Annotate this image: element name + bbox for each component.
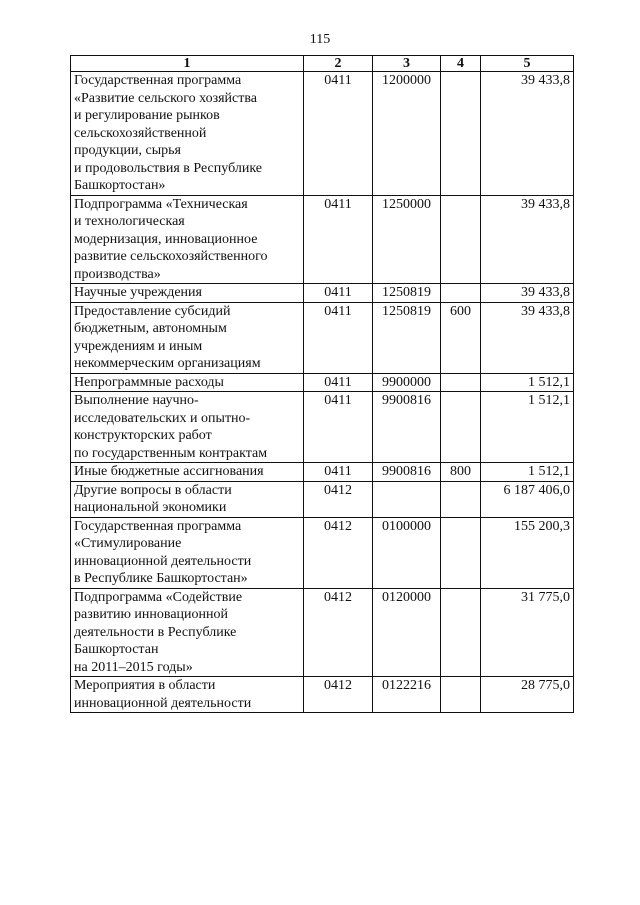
row-section-code: 0412 bbox=[304, 481, 373, 517]
row-target-code: 0122216 bbox=[373, 677, 441, 713]
row-section-code: 0411 bbox=[304, 302, 373, 373]
row-name: Научные учреждения bbox=[71, 284, 304, 303]
table-row bbox=[71, 373, 574, 392]
budget-table bbox=[70, 55, 574, 713]
row-expense-type bbox=[441, 481, 481, 517]
row-amount: 1 512,1 bbox=[481, 392, 574, 463]
table-row bbox=[71, 302, 574, 373]
row-target-code: 9900000 bbox=[373, 373, 441, 392]
row-expense-type bbox=[441, 72, 481, 196]
row-name: Другие вопросы в области национальной экономики bbox=[71, 481, 304, 517]
row-amount: 6 187 406,0 bbox=[481, 481, 574, 517]
row-expense-type bbox=[441, 195, 481, 284]
table-row bbox=[71, 463, 574, 482]
row-section-code: 0411 bbox=[304, 463, 373, 482]
row-expense-type bbox=[441, 677, 481, 713]
row-name: Непрограммные расходы bbox=[71, 373, 304, 392]
column-header-5: 5 bbox=[481, 56, 574, 72]
row-amount: 1 512,1 bbox=[481, 373, 574, 392]
row-amount: 39 433,8 bbox=[481, 302, 574, 373]
row-expense-type: 600 bbox=[441, 302, 481, 373]
table-header-row bbox=[71, 56, 574, 72]
row-name: Государственная программа «Стимулирование инновационной деятельности в Республике Башкортостан» bbox=[71, 517, 304, 588]
table-row bbox=[71, 677, 574, 713]
column-header-1: 1 bbox=[71, 56, 304, 72]
row-section-code: 0411 bbox=[304, 392, 373, 463]
row-target-code: 9900816 bbox=[373, 392, 441, 463]
row-amount: 1 512,1 bbox=[481, 463, 574, 482]
row-target-code: 0100000 bbox=[373, 517, 441, 588]
row-name: Иные бюджетные ассигнования bbox=[71, 463, 304, 482]
row-name: Предоставление субсидий бюджетным, автономным учреждениям и иным некоммерческим организациям bbox=[71, 302, 304, 373]
row-name: Подпрограмма «Содействие развитию инновационной деятельности в Республике Башкортостан на 2011–2015 годы» bbox=[71, 588, 304, 677]
row-section-code: 0411 bbox=[304, 373, 373, 392]
row-target-code: 9900816 bbox=[373, 463, 441, 482]
table-row bbox=[71, 588, 574, 677]
row-target-code: 1250000 bbox=[373, 195, 441, 284]
row-section-code: 0411 bbox=[304, 195, 373, 284]
table-row bbox=[71, 284, 574, 303]
row-amount: 155 200,3 bbox=[481, 517, 574, 588]
column-header-3: 3 bbox=[373, 56, 441, 72]
row-target-code: 1250819 bbox=[373, 284, 441, 303]
row-name: Подпрограмма «Техническая и технологическая модернизация, инновационное развитие сельскохозяйственного производства» bbox=[71, 195, 304, 284]
table-row bbox=[71, 72, 574, 196]
row-amount: 39 433,8 bbox=[481, 284, 574, 303]
row-target-code bbox=[373, 481, 441, 517]
row-section-code: 0412 bbox=[304, 677, 373, 713]
table-row bbox=[71, 392, 574, 463]
row-expense-type bbox=[441, 588, 481, 677]
row-expense-type: 800 bbox=[441, 463, 481, 482]
row-name: Мероприятия в области инновационной деятельности bbox=[71, 677, 304, 713]
row-target-code: 1250819 bbox=[373, 302, 441, 373]
row-amount: 31 775,0 bbox=[481, 588, 574, 677]
row-amount: 39 433,8 bbox=[481, 195, 574, 284]
row-amount: 39 433,8 bbox=[481, 72, 574, 196]
column-header-4: 4 bbox=[441, 56, 481, 72]
row-expense-type bbox=[441, 392, 481, 463]
table-row bbox=[71, 517, 574, 588]
row-section-code: 0412 bbox=[304, 517, 373, 588]
row-section-code: 0411 bbox=[304, 284, 373, 303]
row-amount: 28 775,0 bbox=[481, 677, 574, 713]
row-expense-type bbox=[441, 373, 481, 392]
row-name: Государственная программа «Развитие сельского хозяйства и регулирование рынков сельскохозяйственной продукции, сырья и продовольствия в Республике Башкортостан» bbox=[71, 72, 304, 196]
row-target-code: 1200000 bbox=[373, 72, 441, 196]
table-row bbox=[71, 481, 574, 517]
row-section-code: 0412 bbox=[304, 588, 373, 677]
row-name: Выполнение научно- исследовательских и опытно- конструкторских работ по государственным контрактам bbox=[71, 392, 304, 463]
row-expense-type bbox=[441, 284, 481, 303]
row-expense-type bbox=[441, 517, 481, 588]
row-target-code: 0120000 bbox=[373, 588, 441, 677]
page-number: 115 bbox=[309, 32, 331, 47]
table-row bbox=[71, 195, 574, 284]
column-header-2: 2 bbox=[304, 56, 373, 72]
row-section-code: 0411 bbox=[304, 72, 373, 196]
